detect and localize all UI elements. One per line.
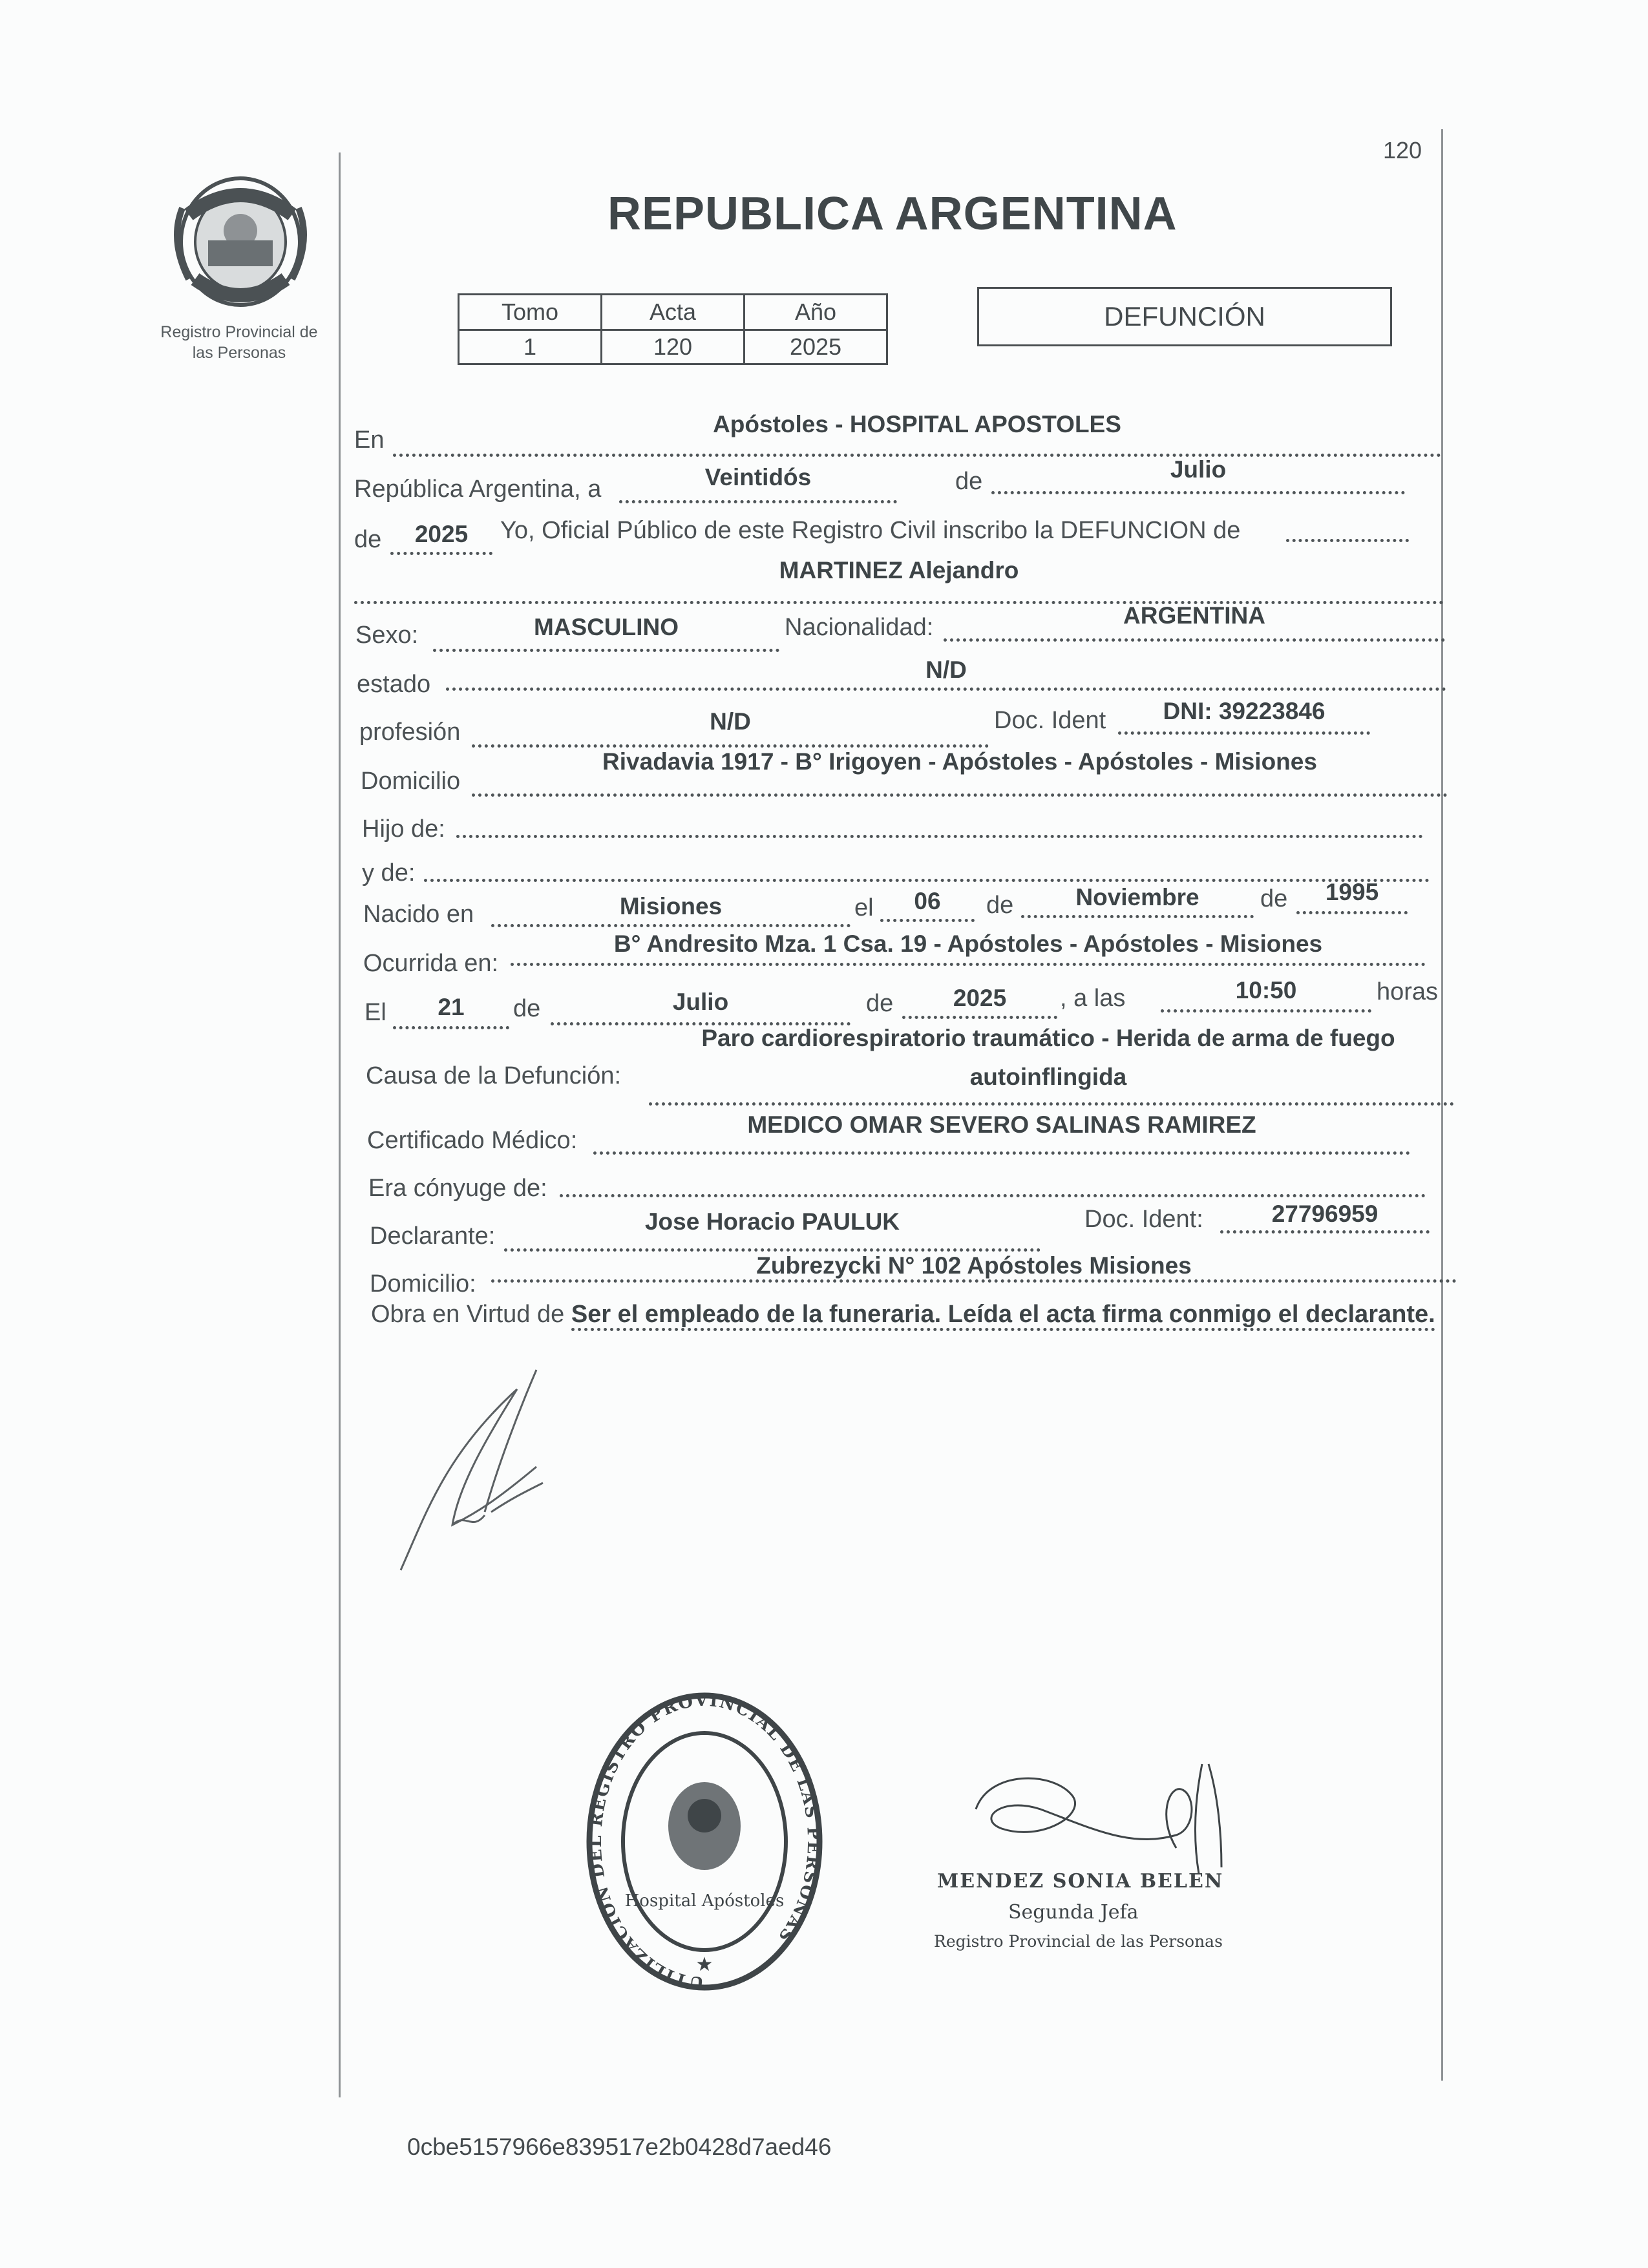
death-year-value: 2025 xyxy=(953,985,1007,1011)
year-line xyxy=(390,552,492,555)
el-label-2: El xyxy=(364,999,386,1026)
day-words-value: Veintidós xyxy=(704,464,812,490)
causa-label: Causa de la Defunción: xyxy=(366,1062,622,1089)
declarante-value: Jose Horacio PAULUK xyxy=(644,1208,900,1235)
sexo-value: MASCULINO xyxy=(533,614,679,640)
place-value: Apóstoles - HOSPITAL APOSTOLES xyxy=(713,411,1121,437)
sexo-line xyxy=(433,649,779,652)
causa-value-line2: autoinflingida xyxy=(969,1064,1127,1090)
value-ano: 2025 xyxy=(745,330,887,364)
domicilio-value-2: Zubrezycki N° 102 Apóstoles Misiones xyxy=(756,1252,1192,1279)
de-label-6: de xyxy=(866,990,894,1017)
nacionalidad-line xyxy=(944,638,1445,642)
header-acta: Acta xyxy=(602,295,745,330)
registry-table xyxy=(458,293,888,365)
domicilio-value: Rivadavia 1917 - B° Irigoyen - Apóstoles - Apóstoles - Misiones xyxy=(602,748,1317,775)
official-signature xyxy=(963,1758,1247,1887)
official-stamp xyxy=(582,1686,827,1997)
birth-day-line xyxy=(880,919,975,922)
death-day-value: 21 xyxy=(438,994,465,1020)
birth-month-value: Noviembre xyxy=(1075,884,1199,910)
de-label-5: de xyxy=(513,995,541,1022)
yde-line xyxy=(424,879,1430,882)
nacionalidad-label: Nacionalidad: xyxy=(785,614,934,641)
declarante-label: Declarante: xyxy=(370,1223,496,1250)
year-value: 2025 xyxy=(414,521,469,547)
doc-ident-line xyxy=(1118,731,1370,735)
certificado-line xyxy=(593,1151,1410,1155)
certificado-label: Certificado Médico: xyxy=(367,1127,578,1154)
estado-label: estado xyxy=(357,671,431,698)
birth-day-value: 06 xyxy=(914,888,941,914)
ocurrida-line xyxy=(511,963,1426,966)
birth-year-value: 1995 xyxy=(1325,879,1379,905)
statement-line xyxy=(1286,539,1409,542)
obra-text: Ser el empleado de la funeraria. Leída el acta firma conmigo el declarante. xyxy=(571,1301,1435,1331)
doc-ident-label: Doc. Ident xyxy=(994,707,1106,734)
nacionalidad-value: ARGENTINA xyxy=(1123,602,1265,629)
certificado-value: MEDICO OMAR SEVERO SALINAS RAMIREZ xyxy=(747,1111,1256,1138)
left-margin-line xyxy=(339,152,341,2097)
death-time-value: 10:50 xyxy=(1235,977,1297,1003)
profesion-line xyxy=(472,744,989,748)
el-label-1: el xyxy=(854,894,874,921)
horas-label: horas xyxy=(1377,978,1439,1005)
domicilio-line-2 xyxy=(491,1279,1457,1283)
ocurrida-value: B° Andresito Mza. 1 Csa. 19 - Apóstoles - Apóstoles - Misiones xyxy=(613,930,1323,957)
nacido-line xyxy=(491,924,850,927)
doc-ident-label-2: Doc. Ident: xyxy=(1084,1206,1203,1233)
birth-month-line xyxy=(1021,915,1254,918)
conyuge-label: Era cónyuge de: xyxy=(368,1175,547,1202)
causa-value-line1: Paro cardiorespiratorio traumático - Herida de arma de fuego xyxy=(701,1025,1395,1051)
header-tomo: Tomo xyxy=(459,295,602,330)
profesion-label: profesión xyxy=(359,719,461,746)
republica-label: República Argentina, a xyxy=(354,476,602,503)
causa-line xyxy=(649,1102,1454,1106)
month-line xyxy=(991,491,1405,494)
province-seal-logo xyxy=(169,169,312,311)
de-label-2: de xyxy=(354,526,382,553)
de-label-1: de xyxy=(955,468,983,495)
stamp-ring-text: UTILIZACION DEL REGISTRO PROVINCIAL DE LAS PERSONAS xyxy=(586,1690,823,1993)
declarant-signature xyxy=(388,1363,607,1583)
estado-value: N/D xyxy=(925,656,967,683)
logo-caption: Registro Provincial de las Personas xyxy=(160,323,318,362)
birth-place-value: Misiones xyxy=(619,893,723,919)
obra-paragraph xyxy=(371,1295,1454,1334)
yde-label: y de: xyxy=(362,859,416,887)
statement-text: Yo, Oficial Público de este Registro Civil inscribo la DEFUNCION de xyxy=(500,517,1241,544)
nacido-label: Nacido en xyxy=(363,901,474,928)
birth-year-line xyxy=(1296,911,1408,914)
value-tomo: 1 xyxy=(459,330,602,364)
hijo-label: Hijo de: xyxy=(362,815,445,843)
value-acta: 120 xyxy=(602,330,745,364)
death-year-line xyxy=(902,1016,1057,1019)
deceased-name-value: MARTINEZ Alejandro xyxy=(779,557,1019,583)
month-value: Julio xyxy=(1170,456,1227,483)
sexo-label: Sexo: xyxy=(355,622,419,649)
domicilio-line xyxy=(472,793,1448,797)
de-label-3: de xyxy=(986,892,1014,919)
domicilio-label-2: Domicilio: xyxy=(370,1270,476,1297)
estado-line xyxy=(446,688,1446,691)
conyuge-line xyxy=(560,1194,1426,1197)
day-line xyxy=(619,500,897,503)
stamp-inner-text: Hospital Apóstoles xyxy=(624,1891,785,1911)
obra-label: Obra en Virtud de xyxy=(371,1301,565,1328)
death-time-line xyxy=(1161,1009,1371,1013)
svg-text:★: ★ xyxy=(695,1954,713,1975)
alas-label: , a las xyxy=(1060,985,1126,1012)
page-number: 120 xyxy=(1383,137,1422,163)
header-ano: Año xyxy=(745,295,887,330)
profesion-value: N/D xyxy=(710,708,751,735)
death-month-value: Julio xyxy=(672,989,729,1015)
doc-ident-value: DNI: 39223846 xyxy=(1163,698,1326,724)
domicilio-label: Domicilio xyxy=(361,768,461,795)
death-day-line xyxy=(393,1026,509,1029)
declarante-line xyxy=(504,1248,1041,1252)
official-role: Segunda Jefa xyxy=(1008,1901,1139,1924)
doc-ident-line-2 xyxy=(1220,1230,1430,1234)
doc-ident-value-2: 27796959 xyxy=(1271,1201,1379,1227)
record-type-box: DEFUNCIÓN xyxy=(977,287,1392,346)
de-label-4: de xyxy=(1260,885,1288,912)
official-org: Registro Provincial de las Personas xyxy=(934,1932,1223,1951)
document-title: REPUBLICA ARGENTINA xyxy=(607,188,1178,240)
ocurrida-label: Ocurrida en: xyxy=(363,950,499,977)
en-label: En xyxy=(354,426,385,454)
official-name: MENDEZ SONIA BELEN xyxy=(937,1870,1224,1893)
hijo-line xyxy=(456,835,1423,838)
document-hash: 0cbe5157966e839517e2b0428d7aed46 xyxy=(407,2134,832,2160)
